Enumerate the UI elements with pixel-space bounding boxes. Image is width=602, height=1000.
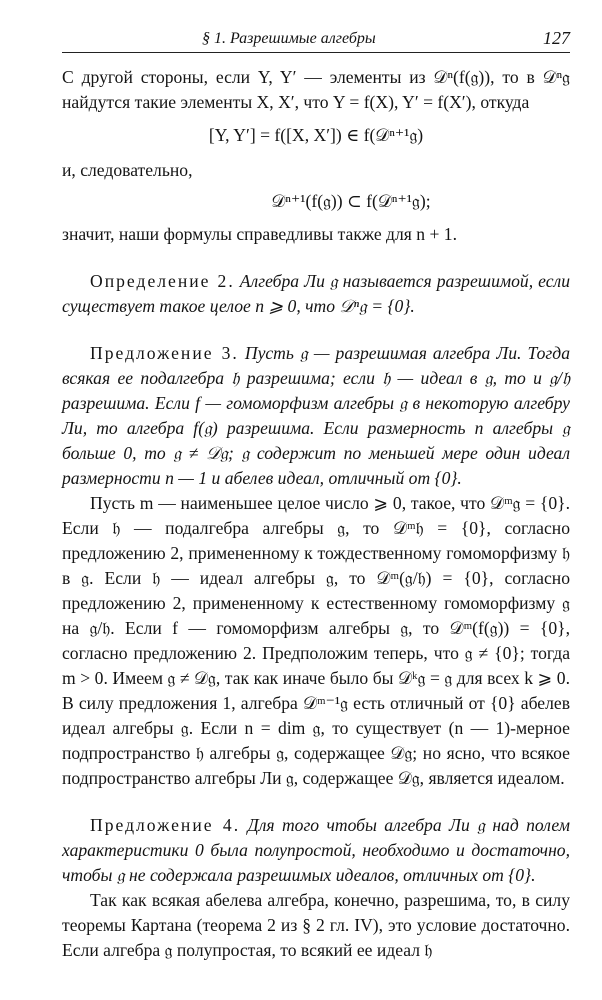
paragraph-1: С другой стороны, если Y, Y′ — элементы из 𝒟ⁿ(f(𝔤)), то в 𝒟ⁿ𝔤 найдутся такие элементы X, X′, что Y = f(X), Y′ = f(X′), откуда [62,67,570,112]
proof-4: Так как всякая абелева алгебра, конечно, разрешима, то, в силу теоремы Картана (теорема 2 из § 2 гл. IV), это условие достаточно. Если алгебра 𝔤 полупростая, то всякий ее идеал 𝔥 [62,890,570,960]
proposition-3 [62,341,570,491]
running-title: § 1. Разрешимые алгебры [202,30,376,47]
definition-2 [62,269,570,319]
proposition-3-heading: Предложение 3. [90,343,239,363]
book-page [62,26,570,966]
proposition-4-text: Для того чтобы алгебра Ли 𝔤 над полем характеристики 0 была полупростой, необходимо и достаточно, чтобы 𝔤 не содержала разрешимых идеалов, отличных от {0}. [62,815,570,885]
page-body [62,65,570,963]
proof-3: Пусть m — наименьшее целое число ⩾ 0, такое, что 𝒟ᵐ𝔤 = {0}. Если 𝔥 — подалгебра алгебры 𝔤, то 𝒟ᵐ𝔥 = {0}, согласно предложению 2, примененному к тождественному гомоморфизму 𝔥 в 𝔤. Если 𝔥 — идеал алгебры 𝔤, то 𝒟ᵐ(𝔤/𝔥) = {0}, согласно предложению 2, примененному к естественному гомоморфизму 𝔤 на 𝔤/𝔥. Если f — гомоморфизм алгебры 𝔤, то 𝒟ᵐ(f(𝔤)) = {0}, согласно предложению 2. Предположим теперь, что 𝔤 ≠ {0}; тогда m > 0. Имеем 𝔤 ≠ 𝒟𝔤, так как иначе было бы 𝒟ᵏ𝔤 = 𝔤 для всех k ⩾ 0. В силу предложения 1, алгебра 𝒟ᵐ⁻¹𝔤 есть отличный от {0} абелев идеал алгебры 𝔤. Если n = dim 𝔤, то существует (n — 1)-мерное подпространство 𝔥 алгебры 𝔤, содержащее 𝒟𝔤; но ясно, что всякое подпространство алгебры Ли 𝔤, содержащее 𝒟𝔤, является идеалом. [62,493,570,788]
proposition-3-text: Пусть 𝔤 — разрешимая алгебра Ли. Тогда всякая ее подалгебра 𝔥 разрешима; если 𝔥 — идеал в 𝔤, то и 𝔤/𝔥 разрешима. Если f — гомоморфизм алгебры 𝔤 в некоторую алгебру Ли, то алгебра f(𝔤) разрешима. Если размерность n алгебры 𝔤 больше 0, то 𝔤 ≠ 𝒟𝔤; 𝔤 содержит по меньшей мере один идеал размерности n — 1 и абелев идеал, отличный от {0}. [62,343,570,488]
page-number: 127 [543,28,570,48]
formula-commutator: [Y, Y′] = f([X, X′]) ∈ f(𝒟ⁿ⁺¹𝔤) [208,125,424,145]
proposition-4-heading: Предложение 4. [90,815,241,835]
formula-inclusion: 𝒟ⁿ⁺¹(f(𝔤)) ⊂ f(𝒟ⁿ⁺¹𝔤); [271,191,431,211]
paragraph-2: и, следовательно, [62,160,193,180]
definition-2-text: Алгебра Ли 𝔤 называется разрешимой, если существует такое целое n ⩾ 0, что 𝒟ⁿ𝔤 = {0}. [62,271,570,316]
paragraph-3: значит, наши формулы справедливы также для n + 1. [62,224,457,244]
definition-2-heading: Определение 2. [90,271,235,291]
page-header [62,26,570,53]
proposition-4 [62,813,570,888]
